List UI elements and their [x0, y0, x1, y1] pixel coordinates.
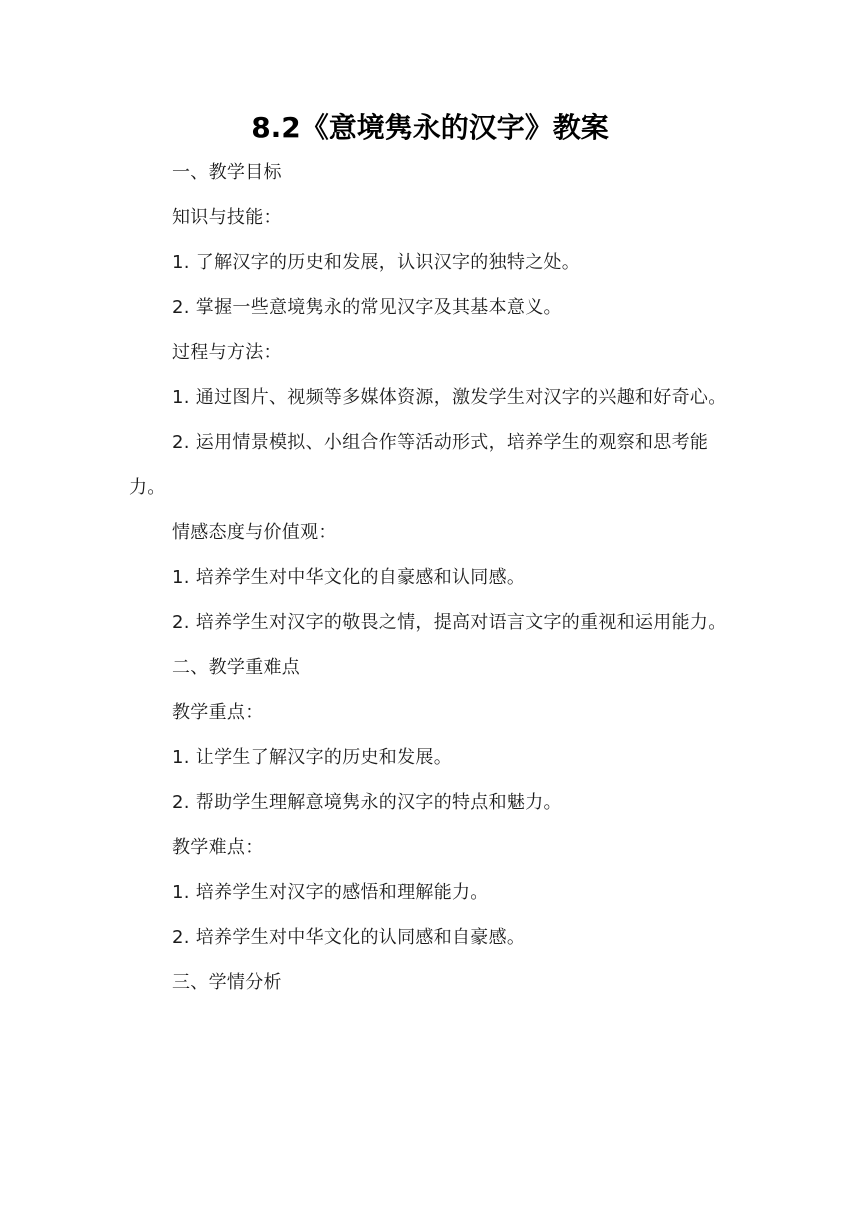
list-item: 2. 帮助学生理解意境隽永的汉字的特点和魅力。: [172, 792, 562, 813]
subheading-emotion-values: 情感态度与价值观：: [172, 522, 337, 543]
section-heading-objectives: 一、教学目标: [172, 162, 282, 183]
list-item: 2. 掌握一些意境隽永的常见汉字及其基本意义。: [172, 297, 562, 318]
list-item: 1. 培养学生对中华文化的自豪感和认同感。: [172, 567, 526, 588]
subheading-key-focus: 教学重点：: [172, 702, 264, 723]
document-title: 8.2《意境隽永的汉字》教案: [251, 111, 609, 144]
document-body: [129, 150, 733, 1005]
list-item: 2. 运用情景模拟、小组合作等活动形式，培养学生的观察和思考能力。: [129, 432, 709, 498]
list-item: 1. 了解汉字的历史和发展，认识汉字的独特之处。: [172, 252, 581, 273]
list-item: 1. 培养学生对汉字的感悟和理解能力。: [172, 882, 489, 903]
list-item: 1. 让学生了解汉字的历史和发展。: [172, 747, 452, 768]
section-heading-key-points: 二、教学重难点: [172, 657, 301, 678]
subheading-knowledge-skills: 知识与技能：: [172, 207, 282, 228]
list-item: 2. 培养学生对中华文化的认同感和自豪感。: [172, 927, 526, 948]
list-item: 2. 培养学生对汉字的敬畏之情，提高对语言文字的重视和运用能力。: [172, 612, 727, 633]
subheading-difficulties: 教学难点：: [172, 837, 264, 858]
section-heading-student-analysis: 三、学情分析: [172, 972, 282, 993]
list-item: 1. 通过图片、视频等多媒体资源，激发学生对汉字的兴趣和好奇心。: [172, 387, 727, 408]
subheading-process-methods: 过程与方法：: [172, 342, 282, 363]
